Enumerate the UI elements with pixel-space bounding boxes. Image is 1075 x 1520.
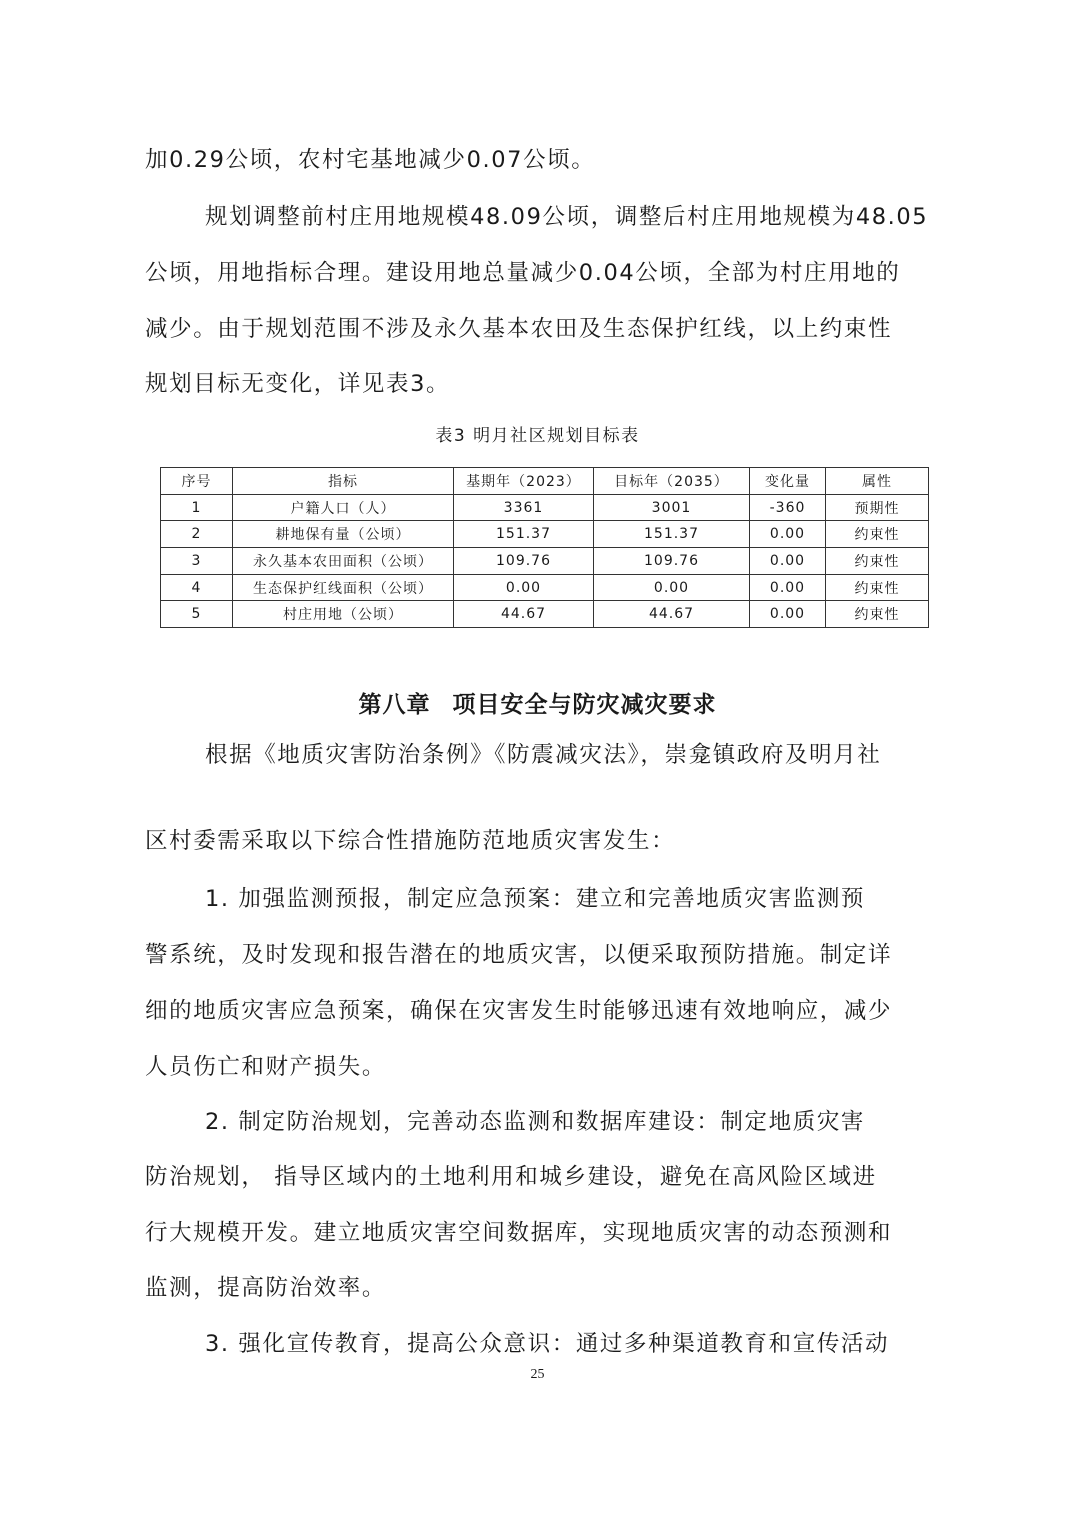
paragraph-line: 2. 制定防治规划，完善动态监测和数据库建设：制定地质灾害 (205, 1109, 866, 1135)
paragraph-line: 行大规模开发。建立地质灾害空间数据库，实现地质灾害的动态预测和 (145, 1220, 893, 1246)
table-cell: 3361 (454, 494, 594, 521)
paragraph-line: 根据《地质灾害防治条例》《防震减灾法》，崇龛镇政府及明月社 (205, 742, 882, 768)
paragraph-line: 细的地质灾害应急预案，确保在灾害发生时能够迅速有效地响应，减少 (145, 998, 893, 1024)
chapter-title: 项目安全与防灾减灾要求 (452, 691, 717, 718)
table-cell: 4 (161, 574, 233, 601)
table-cell: 耕地保有量（公顷） (233, 521, 454, 548)
table-cell: 1 (161, 494, 233, 521)
table-cell: -360 (750, 494, 826, 521)
table-cell: 0.00 (750, 548, 826, 575)
table-cell: 0.00 (750, 574, 826, 601)
paragraph-line: 区村委需采取以下综合性措施防范地质灾害发生： (145, 828, 676, 854)
table-cell: 0.00 (750, 521, 826, 548)
header-cell: 指标 (233, 468, 454, 495)
paragraph-line: 加0.29公顷，农村宅基地减少0.07公顷。 (145, 147, 596, 173)
table-cell: 44.67 (594, 601, 750, 628)
table-cell: 2 (161, 521, 233, 548)
table-row (161, 574, 929, 601)
table-row (161, 494, 929, 521)
table-cell: 109.76 (594, 548, 750, 575)
table-cell: 户籍人口（人） (233, 494, 454, 521)
planning-goals-table (160, 467, 929, 628)
table-cell: 约束性 (826, 574, 929, 601)
table-caption: 表3 明月社区规划目标表 (435, 426, 640, 446)
table-header-row (161, 468, 929, 495)
header-cell: 基期年（2023） (454, 468, 594, 495)
paragraph-line: 减少。由于规划范围不涉及永久基本农田及生态保护红线，以上约束性 (145, 316, 893, 342)
table-cell: 5 (161, 601, 233, 628)
paragraph-line: 1. 加强监测预报，制定应急预案：建立和完善地质灾害监测预 (205, 886, 866, 912)
table-cell: 生态保护红线面积（公顷） (233, 574, 454, 601)
table-cell: 约束性 (826, 548, 929, 575)
table-cell: 0.00 (750, 601, 826, 628)
table-cell: 3 (161, 548, 233, 575)
paragraph-line: 监测，提高防治效率。 (145, 1275, 387, 1301)
table-cell: 村庄用地（公顷） (233, 601, 454, 628)
page-number: 25 (530, 1367, 545, 1382)
paragraph-line: 警系统，及时发现和报告潜在的地质灾害，以便采取预防措施。制定详 (145, 942, 893, 968)
table-cell: 151.37 (454, 521, 594, 548)
paragraph-line: 规划目标无变化，详见表3。 (145, 371, 451, 397)
table-cell: 151.37 (594, 521, 750, 548)
table-cell: 约束性 (826, 521, 929, 548)
table-cell: 109.76 (454, 548, 594, 575)
table-cell: 预期性 (826, 494, 929, 521)
paragraph-line: 人员伤亡和财产损失。 (145, 1054, 387, 1080)
table-row (161, 601, 929, 628)
table-cell: 0.00 (594, 574, 750, 601)
paragraph-line: 规划调整前村庄用地规模48.09公顷，调整后村庄用地规模为48.05 (205, 204, 929, 230)
paragraph-line: 公顷，用地指标合理。建设用地总量减少0.04公顷，全部为村庄用地的 (145, 260, 901, 286)
header-cell: 变化量 (750, 468, 826, 495)
table-cell: 0.00 (454, 574, 594, 601)
table-cell: 永久基本农田面积（公顷） (233, 548, 454, 575)
chapter-heading (0, 686, 1075, 719)
header-cell: 属性 (826, 468, 929, 495)
header-cell: 目标年（2035） (594, 468, 750, 495)
table-row (161, 521, 929, 548)
table-cell: 约束性 (826, 601, 929, 628)
paragraph-line: 防治规划， 指导区域内的土地利用和城乡建设，避免在高风险区域进 (145, 1164, 877, 1190)
table-cell: 44.67 (454, 601, 594, 628)
table-cell: 3001 (594, 494, 750, 521)
table-row (161, 548, 929, 575)
paragraph-line: 3. 强化宣传教育，提高公众意识：通过多种渠道教育和宣传活动 (205, 1331, 890, 1357)
header-cell: 序号 (161, 468, 233, 495)
chapter-number: 第八章 (358, 691, 431, 718)
